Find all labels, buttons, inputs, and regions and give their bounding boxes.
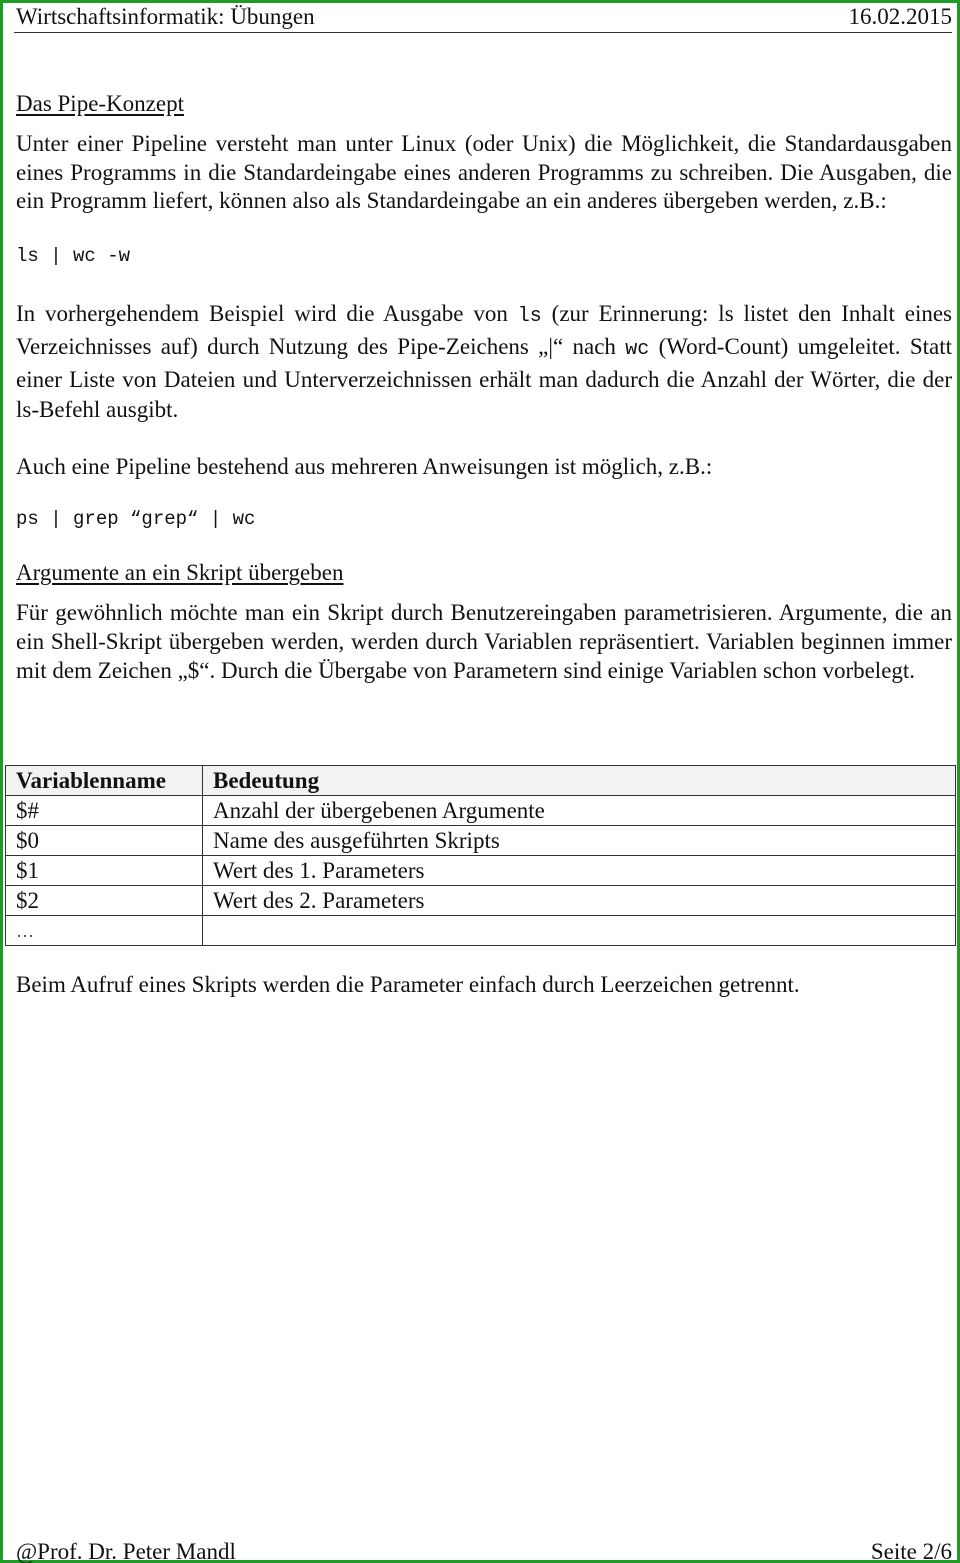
table-header-row — [6, 766, 956, 796]
table-cell-meaning: Wert des 1. Parameters — [203, 856, 956, 886]
arguments-paragraph: Für gewöhnlich möchte man ein Skript durch Benutzereingaben parametrisieren. Argumente, die an ein Shell-Skript übergeben werden, werden durch Variablen repräsentiert. Variablen beginnen immer mit dem Zeichen „$“. Durch die Übergabe von Parametern sind einige Variablen schon vorbelegt. — [16, 600, 952, 683]
inline-code-wc: wc — [625, 337, 650, 361]
table-row — [6, 826, 956, 856]
pipe-explanation-text-1: In vorhergehendem Beispiel wird die Ausgabe von — [16, 300, 518, 326]
main-content — [16, 90, 952, 685]
variables-table — [5, 765, 956, 946]
pipe-explanation-text-2: (zur Erinnerung: ls listet den Inhalt eines Verzeichnisses auf) durch Nutzung des Pipe-Zeichens „|“ nach — [16, 300, 952, 359]
pipe-explanation-paragraph — [16, 299, 952, 425]
footer-page-number: Seite 2/6 — [870, 1539, 952, 1563]
table-row — [6, 886, 956, 916]
footer-author: @Prof. Dr. Peter Mandl — [16, 1539, 236, 1563]
table-header-meaning: Bedeutung — [203, 766, 956, 796]
table-cell-variable: $2 — [6, 886, 203, 916]
table-cell-meaning: Wert des 2. Parameters — [203, 886, 956, 916]
section-heading-arguments: Argumente an ein Skript übergeben — [16, 560, 344, 586]
table-row — [6, 856, 956, 886]
table-cell-meaning: Name des ausgeführten Skripts — [203, 826, 956, 856]
table-cell-meaning — [203, 916, 956, 946]
page-header — [14, 2, 952, 33]
code-example-ps-grep-wc: ps | grep “grep“ | wc — [16, 508, 256, 531]
table-header-variable-name: Variablenname — [6, 766, 203, 796]
table-cell-variable: $# — [6, 796, 203, 826]
header-date: 16.02.2015 — [848, 4, 952, 29]
pipe-intro-paragraph: Unter einer Pipeline versteht man unter Linux (oder Unix) die Möglichkeit, die Standardausgaben eines Programms in die Standardeingabe eines anderen Programms zu schreiben. Die Ausgaben, die ein Programm liefert, können also als Standardeingabe an ein anderes übergeben werden, z.B.: — [16, 131, 952, 214]
page-footer — [16, 1538, 952, 1563]
table-cell-meaning: Anzahl der übergebenen Argumente — [203, 796, 956, 826]
pipe-explanation-text-3: (Word-Count) umgeleitet. Statt einer Liste von Dateien und Unterverzeichnissen erhält man dadurch die Anzahl der Wörter, die der ls-Befehl ausgibt. — [16, 333, 952, 422]
table-row — [6, 916, 956, 946]
code-example-ls-wc: ls | wc -w — [16, 244, 131, 267]
section-heading-pipe-concept: Das Pipe-Konzept — [16, 91, 184, 116]
table-cell-variable: $1 — [6, 856, 203, 886]
variables-table-wrapper — [5, 765, 956, 946]
parameters-note-paragraph: Beim Aufruf eines Skripts werden die Parameter einfach durch Leerzeichen getrennt. — [16, 972, 800, 997]
header-course-title: Wirtschaftsinformatik: Übungen — [16, 4, 315, 29]
inline-code-ls: ls — [517, 304, 542, 328]
table-cell-variable: $0 — [6, 826, 203, 856]
table-cell-variable: … — [6, 916, 203, 946]
table-row — [6, 796, 956, 826]
pipeline-multi-paragraph: Auch eine Pipeline bestehend aus mehreren Anweisungen ist möglich, z.B.: — [16, 453, 713, 479]
